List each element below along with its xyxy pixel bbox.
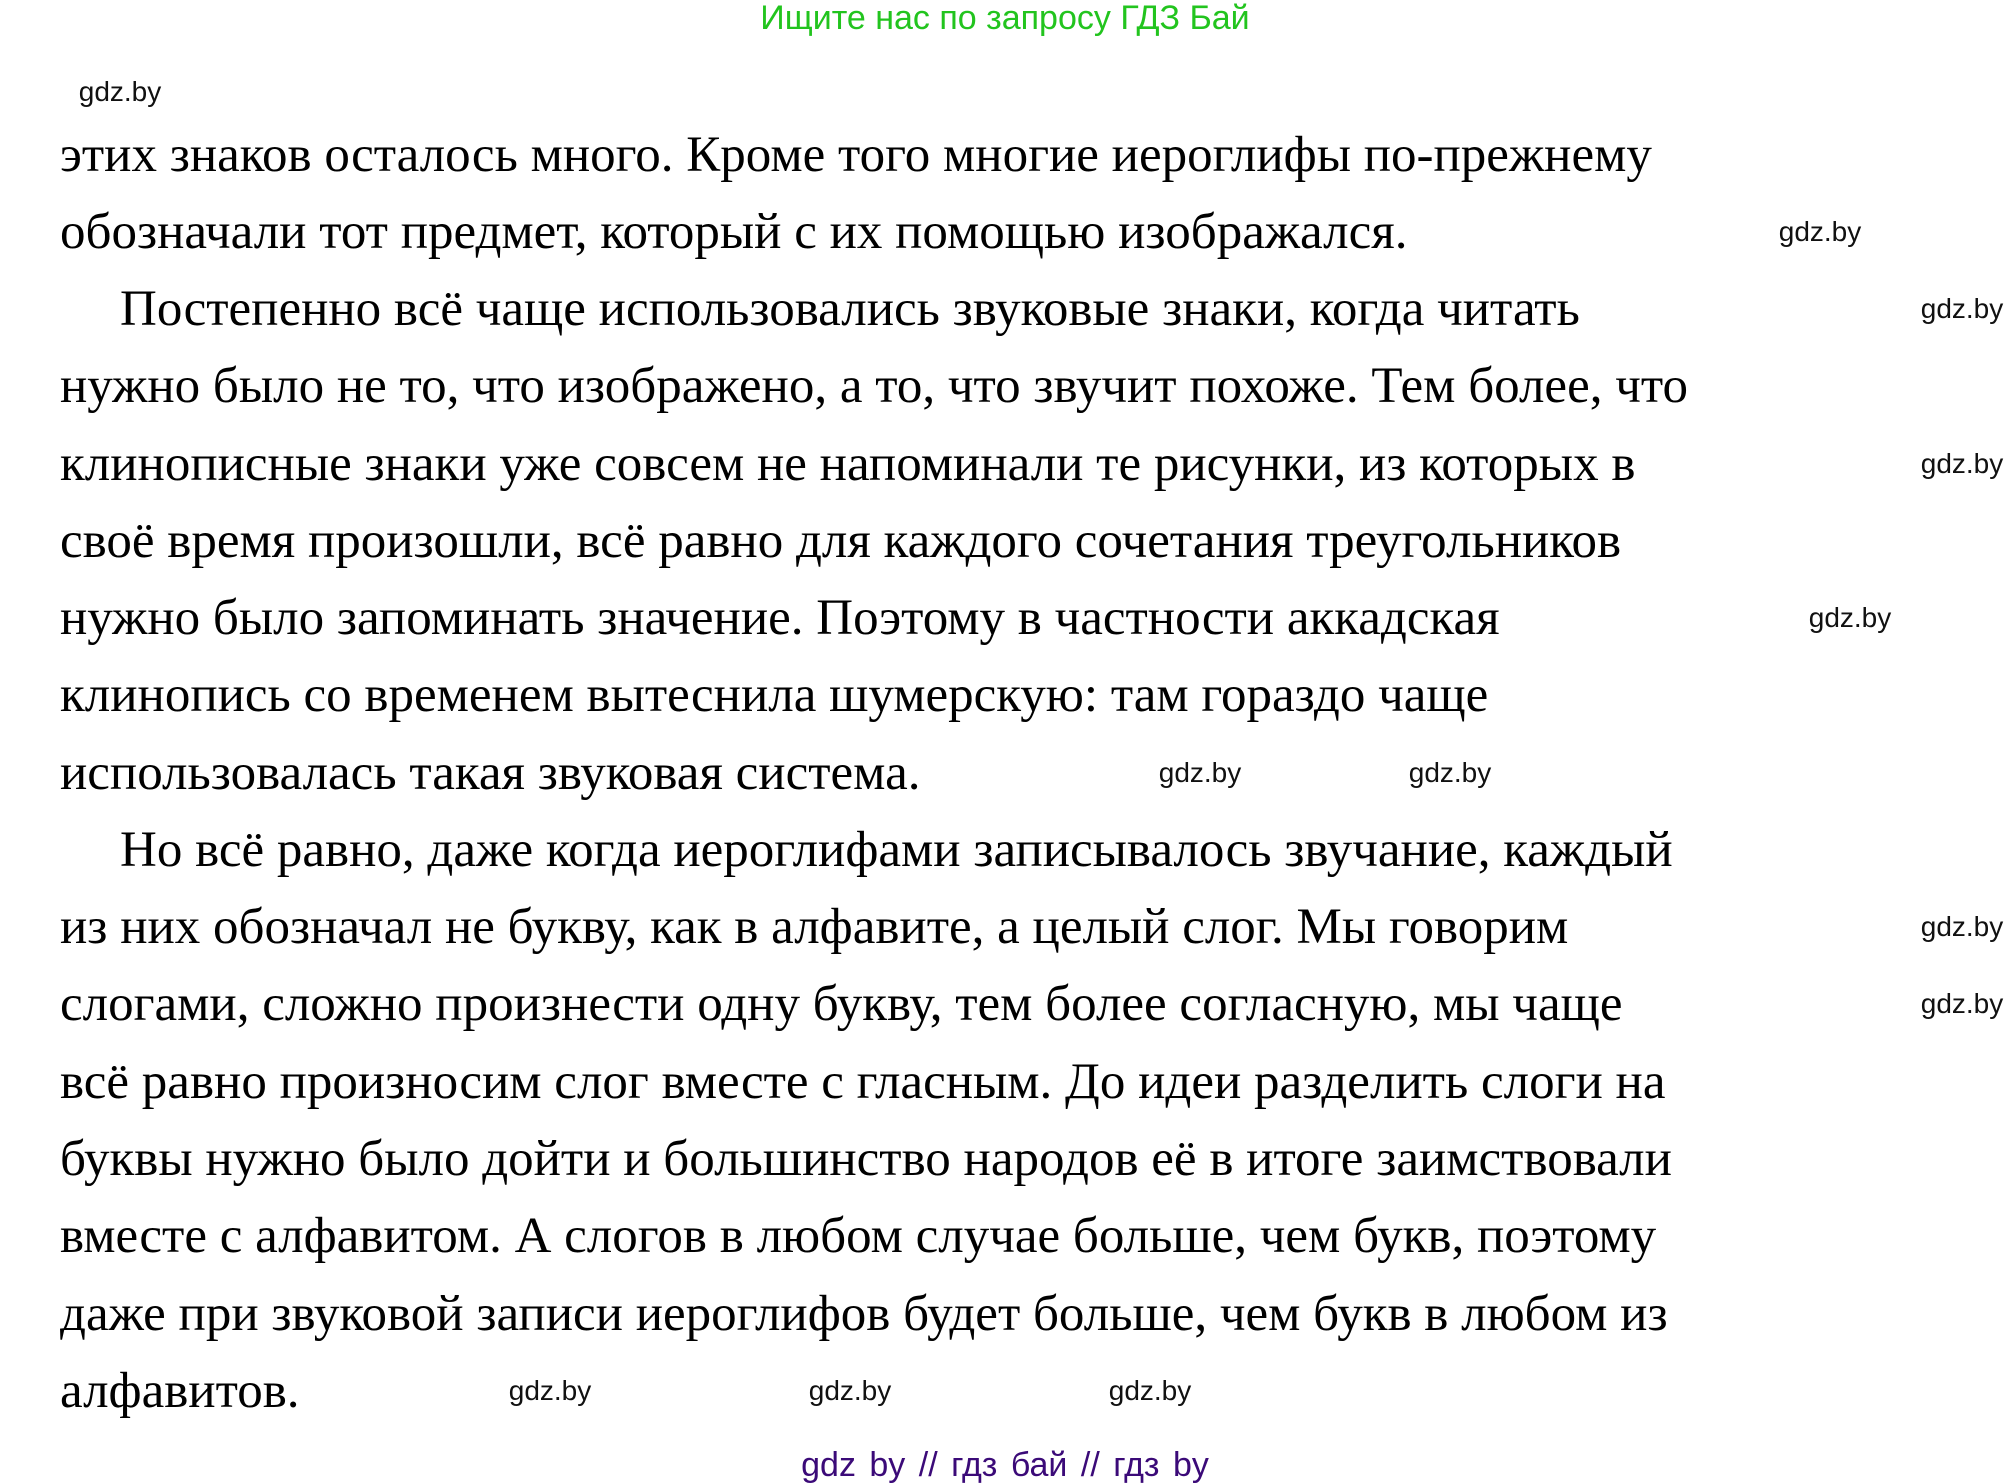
watermark: gdz.by [808, 1375, 892, 1406]
watermark: gdz.by [1920, 988, 2004, 1019]
text-line: из них обозначал не букву, как в алфавите, а целый слог. Мы говорим [60, 899, 1569, 955]
watermark: gdz.by [1158, 757, 1242, 788]
text-line: нужно было не то, что изображено, а то, что звучит похоже. Тем более, что [60, 358, 1688, 414]
text-line: вместе с алфавитом. А слогов в любом случае больше, чем букв, поэтому [60, 1208, 1657, 1264]
text-line: нужно было запоминать значение. Поэтому в частности аккадская [60, 590, 1500, 646]
text-line: клинописные знаки уже совсем не напоминали те рисунки, из которых в [60, 436, 1636, 492]
watermark: gdz.by [78, 76, 162, 107]
text-line: всё равно произносим слог вместе с гласным. До идеи разделить слоги на [60, 1054, 1666, 1110]
text-line: обозначали тот предмет, который с их помощью изображался. [60, 204, 1408, 260]
text-line: использовалась такая звуковая система. [60, 745, 921, 801]
text-line: алфавитов. [60, 1363, 300, 1419]
watermark: gdz.by [1920, 911, 2004, 942]
search-hint-banner: Ищите нас по запросу ГДЗ Бай [760, 0, 1250, 37]
watermark: gdz.by [1108, 1375, 1192, 1406]
text-line: своё время произошли, всё равно для каждого сочетания треугольников [60, 513, 1622, 569]
footer-links: gdz by // гдз бай // гдз by [801, 1446, 1209, 1484]
watermark: gdz.by [508, 1375, 592, 1406]
text-line: буквы нужно было дойти и большинство народов её в итоге заимствовали [60, 1131, 1672, 1187]
watermark: gdz.by [1778, 216, 1862, 247]
text-line: этих знаков осталось много. Кроме того многие иероглифы по-прежнему [60, 127, 1652, 183]
watermark: gdz.by [1808, 602, 1892, 633]
watermark: gdz.by [1920, 448, 2004, 479]
watermark: gdz.by [1408, 757, 1492, 788]
text-line: Но всё равно, даже когда иероглифами записывалось звучание, каждый [120, 822, 1673, 878]
watermark: gdz.by [1920, 293, 2004, 324]
text-line: слогами, сложно произнести одну букву, тем более согласную, мы чаще [60, 976, 1623, 1032]
text-line: даже при звуковой записи иероглифов будет больше, чем букв в любом из [60, 1286, 1668, 1342]
text-line: клинопись со временем вытеснила шумерскую: там гораздо чаще [60, 667, 1489, 723]
text-line: Постепенно всё чаще использовались звуковые знаки, когда читать [120, 281, 1580, 337]
